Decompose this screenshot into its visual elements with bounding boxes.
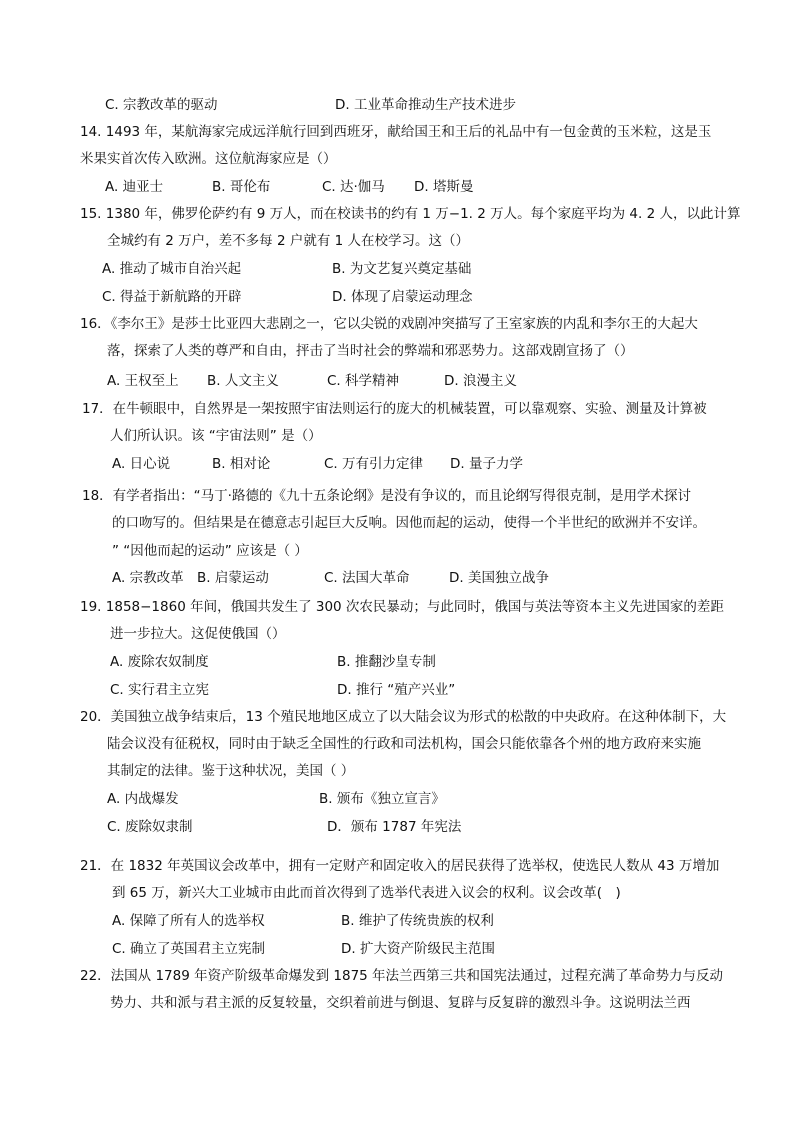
q17-option-c[interactable]: C. 万有引力定律 <box>324 456 424 472</box>
q21-option-d[interactable]: D. 扩大资产阶级民主范围 <box>341 941 495 957</box>
q14-stem-line2: 米果实首次传入欧洲。这位航海家应是（） <box>80 151 337 167</box>
q20-option-c[interactable]: C. 废除奴隶制 <box>107 819 193 835</box>
q19-option-c[interactable]: C. 实行君主立宪 <box>110 682 210 698</box>
q20-stem-line1: 20．美国独立战争结束后，13 个殖民地地区成立了以大陆会议为形式的松散的中央政府。在这种体制下，大 <box>80 709 727 725</box>
q18-option-d[interactable]: D. 美国独立战争 <box>449 570 549 586</box>
q19-option-a[interactable]: A. 废除农奴制度 <box>110 654 209 670</box>
q18-option-a[interactable]: A. 宗教改革 <box>112 570 184 586</box>
q21-option-b[interactable]: B. 维护了传统贵族的权利 <box>341 913 494 929</box>
q17-stem-line2: 人们所认识。该 “宇宙法则” 是（） <box>110 428 322 444</box>
q15-option-a[interactable]: A. 推动了城市自治兴起 <box>102 261 242 277</box>
q16-option-c[interactable]: C. 科学精神 <box>327 373 400 389</box>
q17-option-a[interactable]: A. 日心说 <box>112 456 171 472</box>
q17-stem-line1: 17．在牛顿眼中，自然界是一架按照宇宙法则运行的庞大的机械装置，可以靠观察、实验、测量及计算被 <box>82 401 707 417</box>
q15-option-b[interactable]: B. 为文艺复兴奠定基础 <box>332 261 472 277</box>
q16-option-a[interactable]: A. 王权至上 <box>107 373 179 389</box>
q20-stem-line2: 陆会议没有征税权，同时由于缺乏全国性的行政和司法机构，国会只能依靠各个州的地方政府来实施 <box>107 736 701 752</box>
q20-option-a[interactable]: A. 内战爆发 <box>107 791 179 807</box>
q16-stem-line1: 16．《李尔王》是莎士比亚四大悲剧之一，它以尖锐的戏剧冲突描写了王室家族的内乱和李尔王的大起大 <box>80 316 698 332</box>
q14-option-a[interactable]: A. 迪亚士 <box>105 179 164 195</box>
q20-stem-line3: 其制定的法律。鉴于这种状况，美国（ ） <box>107 763 355 779</box>
q19-option-d[interactable]: D. 推行 “殖产兴业” <box>337 682 456 698</box>
q15-stem-line1: 15. 1380 年，佛罗伦萨约有 9 万人，而在校读书的约有 1 万−1. 2 万人。每个家庭平均为 4. 2 人，以此计算 <box>80 206 741 222</box>
q20-option-d[interactable]: D．颁布 1787 年宪法 <box>327 819 462 835</box>
q14-stem-line1: 14. 1493 年，某航海家完成远洋航行回到西班牙，献给国王和王后的礼品中有一包金黄的玉米粒，这是玉 <box>80 124 712 140</box>
q21-stem-line2: 到 65 万，新兴大工业城市由此而首次得到了选举代表进入议会的权利。议会改革( ) <box>112 885 621 901</box>
q13-option-c[interactable]: C. 宗教改革的驱动 <box>105 97 218 113</box>
q16-stem-line2: 落，探索了人类的尊严和自由，抨击了当时社会的弊端和邪恶势力。这部戏剧宣扬了（） <box>107 343 634 359</box>
q17-option-d[interactable]: D. 量子力学 <box>450 456 523 472</box>
q21-stem-line1: 21．在 1832 年英国议会改革中，拥有一定财产和固定收入的居民获得了选举权，使选民人数从 43 万增加 <box>80 858 720 874</box>
q19-stem-line2: 进一步拉大。这促使俄国（） <box>110 626 286 642</box>
q13-option-d[interactable]: D. 工业革命推动生产技术进步 <box>335 97 516 113</box>
q22-stem-line2: 势力、共和派与君主派的反复较量，交织着前进与倒退、复辟与反复辟的激烈斗争。这说明法兰西 <box>110 995 691 1011</box>
q18-stem-line1: 18．有学者指出：“马丁·路德的《九十五条论纲》是没有争议的，而且论纲写得很克制，是用学术探讨 <box>82 488 691 504</box>
q14-option-c[interactable]: C. 达·伽马 <box>322 179 385 195</box>
q15-stem-line2: 全城约有 2 万户，差不多每 2 户就有 1 人在校学习。这（） <box>107 233 470 249</box>
q18-option-b[interactable]: B. 启蒙运动 <box>197 570 269 586</box>
q19-stem-line1: 19. 1858−1860 年间，俄国共发生了 300 次农民暴动；与此同时，俄国与英法等资本主义先进国家的差距 <box>80 599 724 615</box>
q15-option-c[interactable]: C. 得益于新航路的开辟 <box>102 289 242 305</box>
q16-option-b[interactable]: B. 人文主义 <box>207 373 279 389</box>
q21-option-a[interactable]: A. 保障了所有人的选举权 <box>112 913 265 929</box>
q19-option-b[interactable]: B. 推翻沙皇专制 <box>337 654 436 670</box>
q17-option-b[interactable]: B. 相对论 <box>212 456 271 472</box>
q18-stem-line2: 的口吻写的。但结果是在德意志引起巨大反响。因他而起的运动，使得一个半世纪的欧洲并不安详。 <box>112 515 706 531</box>
q21-option-c[interactable]: C. 确立了英国君主立宪制 <box>112 941 266 957</box>
q22-stem-line1: 22．法国从 1789 年资产阶级革命爆发到 1875 年法兰西第三共和国宪法通过，过程充满了革命势力与反动 <box>80 968 724 984</box>
q16-option-d[interactable]: D. 浪漫主义 <box>444 373 517 389</box>
q15-option-d[interactable]: D. 体现了启蒙运动理念 <box>332 289 473 305</box>
q18-stem-line3: ” “因他而起的运动” 应该是（ ） <box>112 543 308 559</box>
q18-option-c[interactable]: C. 法国大革命 <box>324 570 410 586</box>
q14-option-d[interactable]: D. 塔斯曼 <box>414 179 474 195</box>
q20-option-b[interactable]: B. 颁布《独立宣言》 <box>319 791 445 807</box>
q14-option-b[interactable]: B. 哥伦布 <box>212 179 271 195</box>
